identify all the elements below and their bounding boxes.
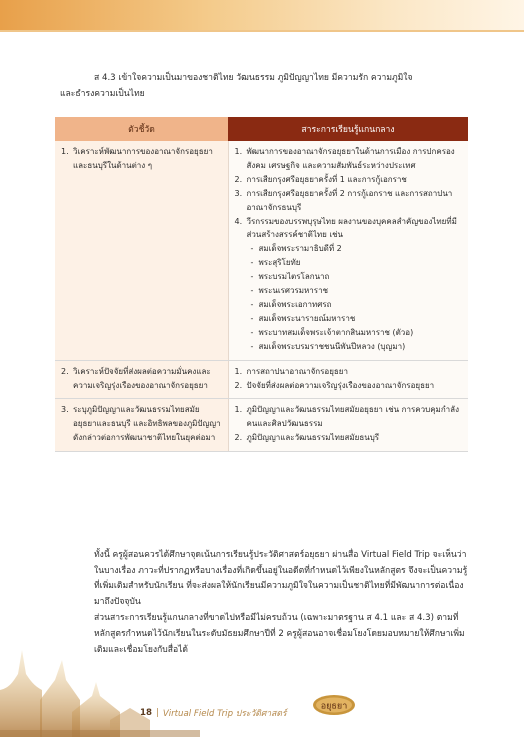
indicator-text: วิเคราะห์ปัจจัยที่ส่งผลต่อความมั่นคงและความเจริญรุ่งเรืองของอาณาจักรอยุธยา	[73, 366, 211, 390]
content-item: 1. ภูมิปัญญาและวัฒนธรรมไทยสมัยอยุธยา เช่น การควบคุมกำลังคนและศิลปวัฒนธรรม	[234, 405, 459, 429]
content-item: 2. ภูมิปัญญาและวัฒนธรรมไทยสมัยธนบุรี	[234, 433, 380, 443]
content-item: 4. วีรกรรมของบรรพบุรุษไทย ผลงานของบุคคลสำคัญของไทยที่มีส่วนสร้างสรรค์ชาติไทย เช่น	[234, 216, 457, 240]
banner-divider	[0, 30, 524, 32]
person-item: - สมเด็จพระนารายณ์มหาราช	[250, 313, 356, 323]
person-item: - พระบรมไตรโลกนาถ	[250, 272, 330, 282]
table-row	[55, 141, 468, 360]
table-row	[55, 399, 468, 452]
content-cell	[228, 399, 468, 452]
content-cell	[228, 141, 468, 360]
standard-intro	[60, 70, 468, 102]
indicator-text: วิเคราะห์พัฒนาการของอาณาจักรอยุธยา และธนบุรีในด้านต่าง ๆ	[73, 147, 213, 170]
person-item: - สมเด็จพระรามาธิบดีที่ 2	[250, 244, 342, 254]
indicator-cell: 1. วิเคราะห์พัฒนาการของอาณาจักรอยุธยา และธนบุรีในด้านต่าง ๆ	[55, 141, 228, 360]
paragraph-2: ส่วนสาระการเรียนรู้แกนกลางที่ขาดไปหรือมีไม่ครบถ้วน (เฉพาะมาตรฐาน ส 4.1 และ ส 4.3) ตามที่หลักสูตรกำหนดไว้นักเรียนในระดับมัธยมศึกษาปีที่ 2 ครูผู้สอนอาจเชื่อมโยงโดยมอบหมายให้ศึกษาเพิ่มเติมและเชื่อมโยงกับสื่อได้	[94, 613, 465, 655]
curriculum-table	[55, 117, 468, 452]
intro-line-1: ส 4.3 เข้าใจความเป็นมาของชาติไทย วัฒนธรรม ภูมิปัญญาไทย มีความรัก ความภูมิใจ	[94, 73, 413, 83]
temple-illustration	[0, 630, 200, 737]
page-top-banner	[0, 0, 524, 30]
footer-title: Virtual Field Trip ประวัติศาสตร์	[162, 709, 287, 719]
content-cell	[228, 360, 468, 399]
person-item: - พระนเรศวรมหาราช	[250, 286, 328, 296]
header-indicator: ตัวชี้วัด	[55, 117, 228, 141]
footer-separator: |	[155, 708, 159, 718]
person-item: - สมเด็จพระเอกาทศรถ	[250, 299, 332, 309]
content-item: 1. การสถาปนาอาณาจักรอยุธยา	[234, 366, 348, 376]
indicator-cell: 3. ระบุภูมิปัญญาและวัฒนธรรมไทยสมัยอยุธยาและธนบุรี และอิทธิพลของภูมิปัญญาดังกล่าวต่อการพัฒนาชาติไทยในยุคต่อมา	[55, 399, 228, 452]
ayutthaya-logo	[312, 694, 356, 716]
content-item: 3. การเสียกรุงศรีอยุธยาครั้งที่ 2 การกู้เอกราช และการสถาปนาอาณาจักรธนบุรี	[234, 188, 453, 212]
page-number: 18	[140, 708, 152, 718]
page-footer	[140, 706, 287, 720]
person-item: - พระบาทสมเด็จพระเจ้าตากสินมหาราช (ตัวอ)	[250, 327, 414, 337]
content-item: 1. พัฒนาการของอาณาจักรอยุธยาในด้านการเมือง การปกครอง สังคม เศรษฐกิจ และความสัมพันธ์ระหว่างประเทศ	[234, 147, 455, 170]
indicator-cell: 2. วิเคราะห์ปัจจัยที่ส่งผลต่อความมั่นคงและความเจริญรุ่งเรืองของอาณาจักรอยุธยา	[55, 360, 228, 399]
intro-line-2: และธำรงความเป็นไทย	[60, 89, 145, 99]
person-item: - พระสุริโยทัย	[250, 258, 301, 268]
content-item: 2. ปัจจัยที่ส่งผลต่อความเจริญรุ่งเรืองของอาณาจักรอยุธยา	[234, 380, 435, 390]
indicator-text: ระบุภูมิปัญญาและวัฒนธรรมไทยสมัยอยุธยาและธนบุรี และอิทธิพลของภูมิปัญญาดังกล่าวต่อการพัฒนาชาติไทยในยุคต่อมา	[73, 405, 221, 443]
logo-text: อยุธยา	[320, 701, 348, 712]
header-core-content: สาระการเรียนรู้แกนกลาง	[228, 117, 468, 141]
person-item: - สมเด็จพระบรมราชชนนีพันปีหลวง (บุญมา)	[250, 341, 406, 351]
paragraph-1: ทั้งนี้ ครูผู้สอนควรได้ศึกษาจุดเน้นการเรียนรู้ประวัติศาสตร์อยุธยา ผ่านสื่อ Virtual Field Trip จะเห็นว่าในบางเรื่อง ภาวะที่ปรากฏหรือบางเรื่องที่เกิดขึ้นอยู่ในอดีตที่กำหนดไว้เพียงในหลักสูตร จึงจะเป็นความรู้ที่เพิ่มเติมสำหรับนักเรียน ที่จะส่งผลให้นักเรียนมีความภูมิใจในความเป็นชาติไทยที่มีพัฒนาการต่อเนื่องมาถึงปัจจุบัน	[94, 550, 468, 607]
table-row	[55, 360, 468, 399]
content-item: 2. การเสียกรุงศรีอยุธยาครั้งที่ 1 และการกู้เอกราช	[234, 174, 407, 184]
